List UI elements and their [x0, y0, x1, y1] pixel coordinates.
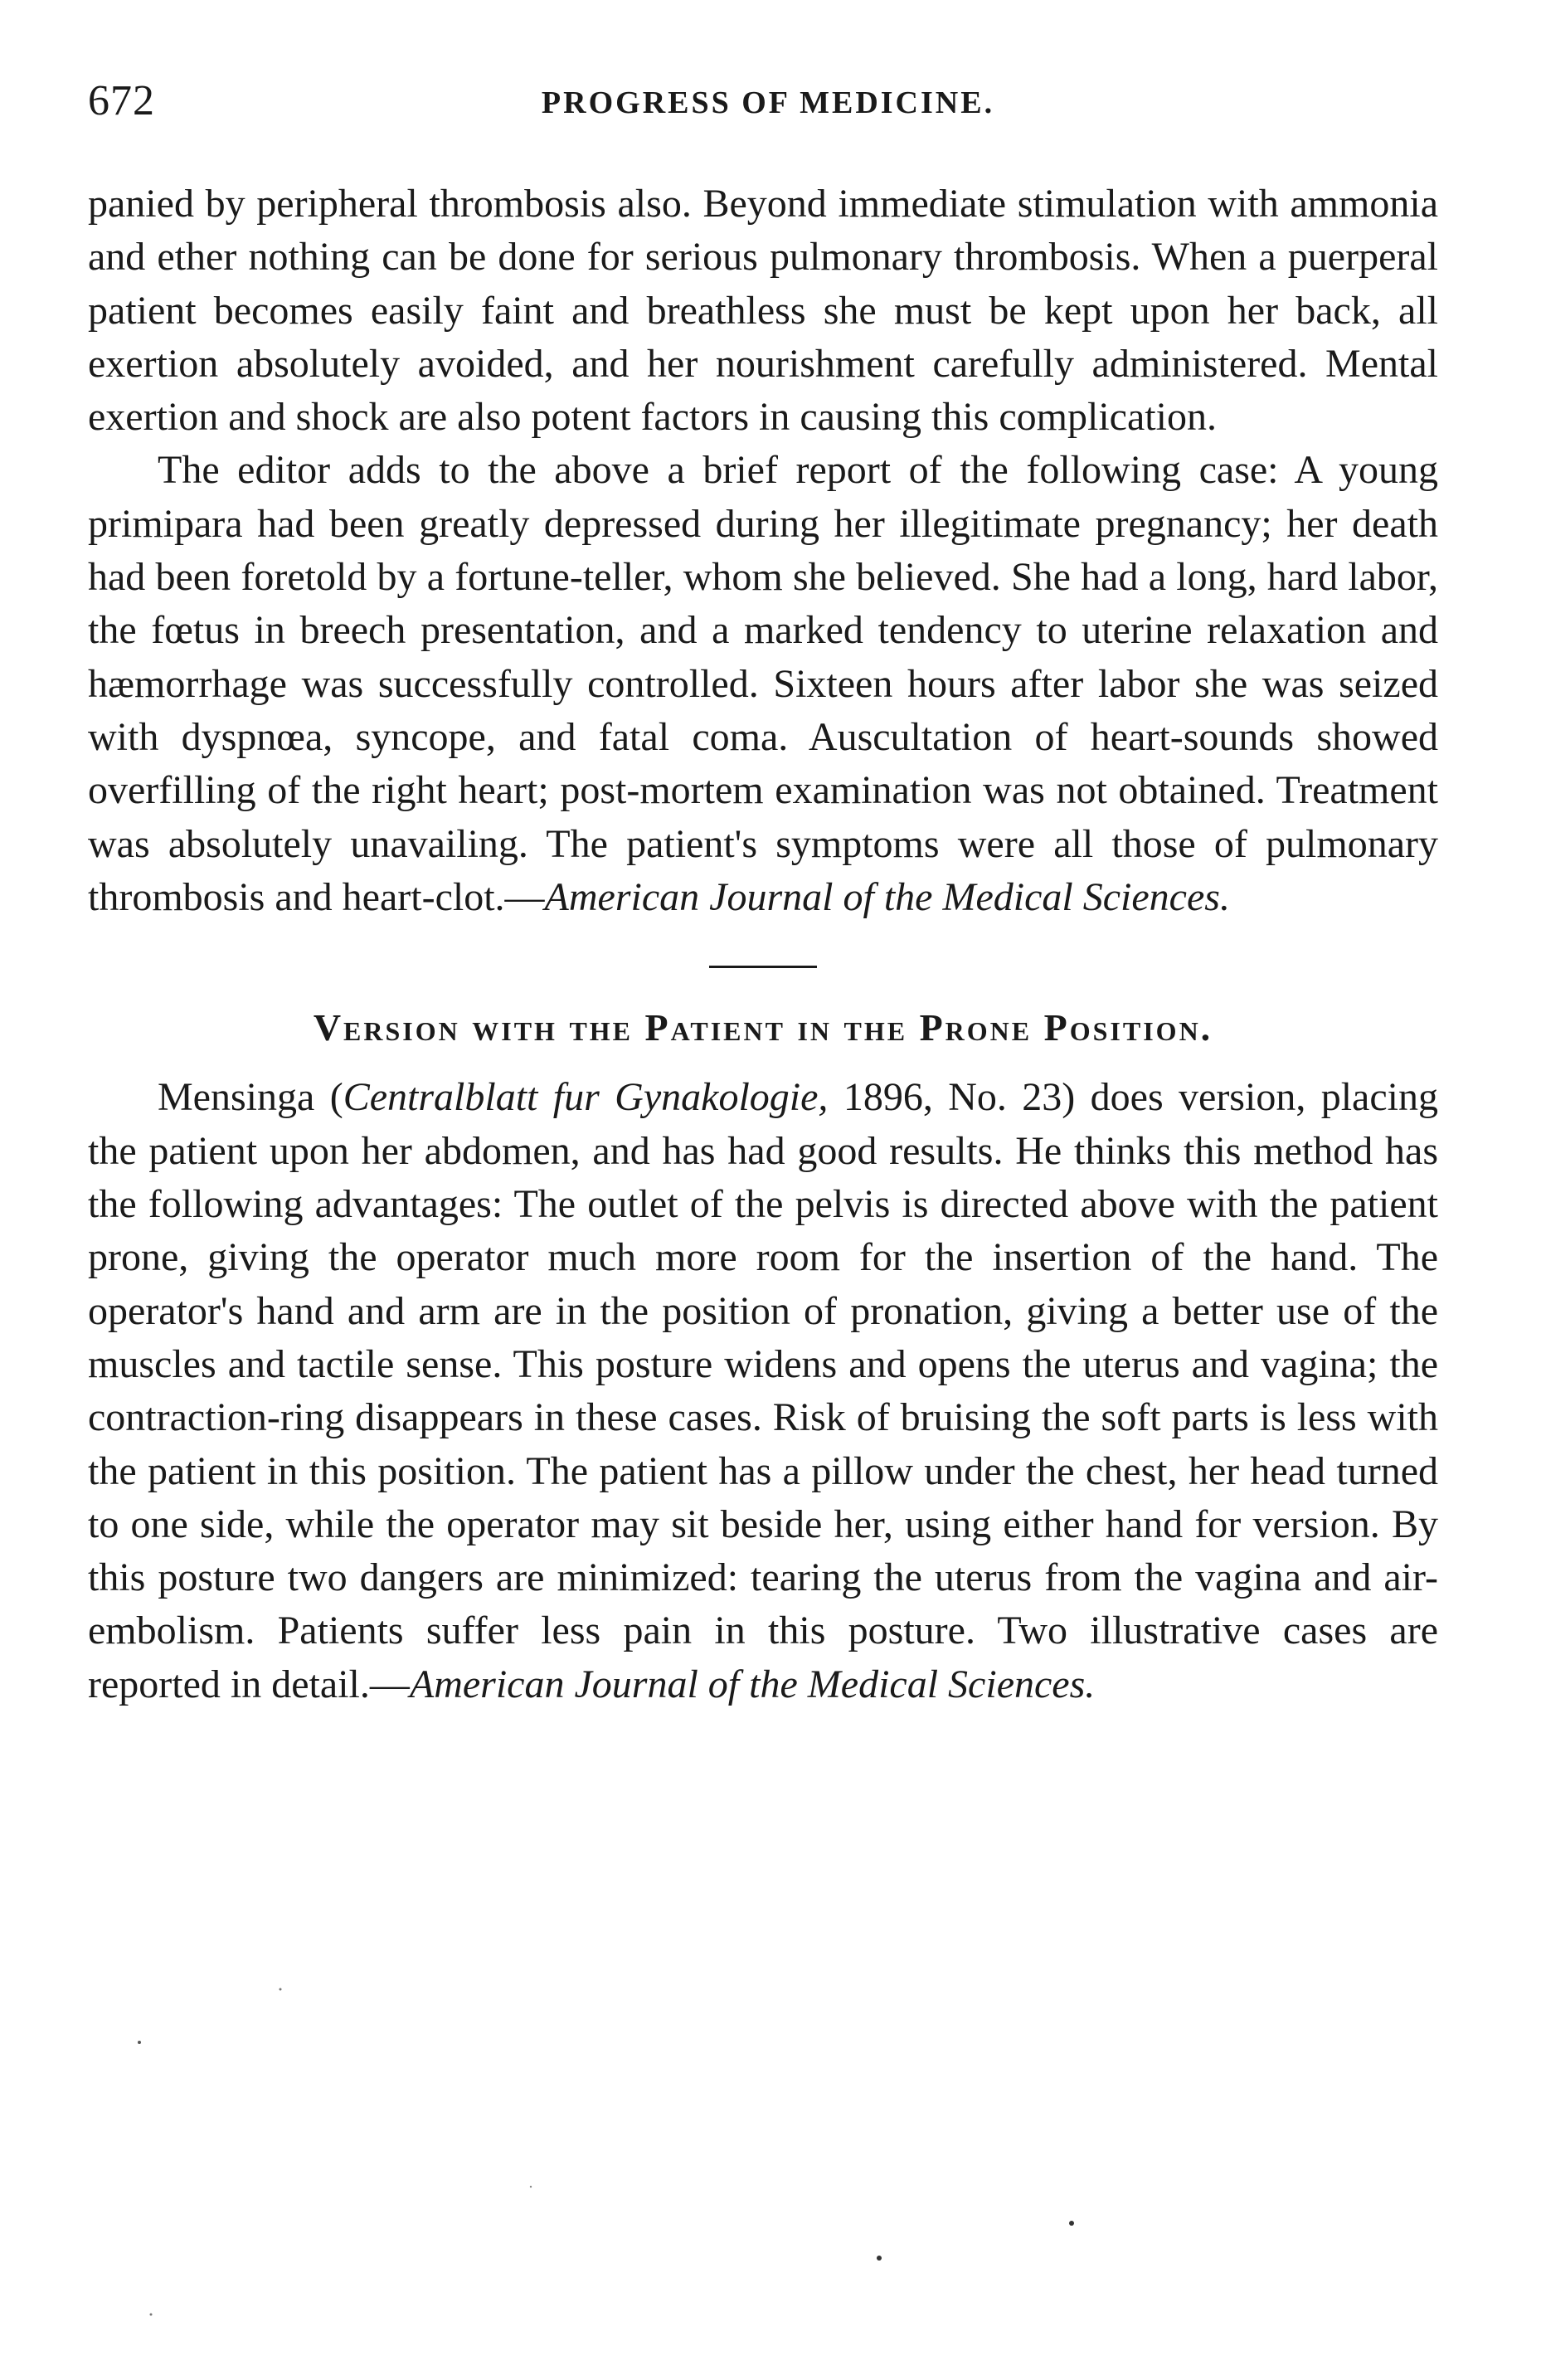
speck [877, 2256, 882, 2261]
citation-journal-2: American Journal of the Medical Sciences. [409, 1662, 1096, 1706]
speck [1069, 2221, 1074, 2226]
section-divider [709, 966, 817, 968]
body-text [88, 178, 1438, 1711]
source-journal: Centralblatt fur Gynakologie, [343, 1075, 829, 1120]
running-head [88, 76, 1448, 134]
citation-journal: American Journal of the Medical Sciences. [544, 874, 1230, 919]
speck [150, 2314, 153, 2316]
paragraph-version-lead: Mensinga ( [158, 1075, 343, 1120]
page-number: 672 [88, 77, 155, 124]
paragraph-continuation: panied by peripheral thrombosis also. Beyond immediate stimulation with ammonia and ether nothing can be done for serious pulmonary thrombosis. When a puerperal patient becomes easily faint and breathless she must be kept upon her back, all exertion absolutely avoided, and her nourishment carefully administered. Mental exertion and shock are also potent factors in causing this complication. [88, 182, 1438, 440]
section-heading: Version with the Patient in the Prone Position. [313, 1006, 1213, 1049]
paragraph-version-text: 1896, No. 23) does version, placing the patient upon her abdomen, and has had good results. He thinks this method has the following advantages: The outlet of the pelvis is directed above with the patient prone, giving the operator much more room for the insertion of the hand. The operator's hand and arm are in the position of pronation, giving a better use of the muscles and tactile sense. This posture widens and opens the uterus and vagina; the contraction-ring disappears in these cases. Risk of bruising the soft parts is less with the patient in this position. The patient has a pillow under the chest, her head turned to one side, while the operator may sit beside her, using either hand for version. By this posture two dangers are minimized: tearing the uterus from the vagina and air-embolism. Patients suffer less pain in this posture. Two illustrative cases are reported in detail.— [88, 1075, 1438, 1706]
paragraph-version-prone [88, 1071, 1438, 1711]
speck [530, 2186, 532, 2188]
speck [280, 1988, 282, 1991]
running-title: PROGRESS OF MEDICINE. [541, 85, 995, 120]
speck [138, 2041, 141, 2044]
paragraph-editor-case [88, 444, 1438, 924]
paragraph-editor-case-text: The editor adds to the above a brief report of the following case: A young primipara had been greatly depressed during her illegitimate pregnancy; her death had been foretold by a fortune-teller, whom she believed. She had a long, hard labor, the fœtus in breech presentation, and a marked tendency to uterine relaxation and hæmorrhage was successfully controlled. Sixteen hours after labor she was seized with dyspnœa, syncope, and fatal coma. Auscultation of heart-sounds showed overfilling of the right heart; post-mortem examination was not obtained. Treatment was absolutely unavailing. The patient's symptoms were all those of pulmonary thrombosis and heart-clot.— [88, 448, 1438, 919]
